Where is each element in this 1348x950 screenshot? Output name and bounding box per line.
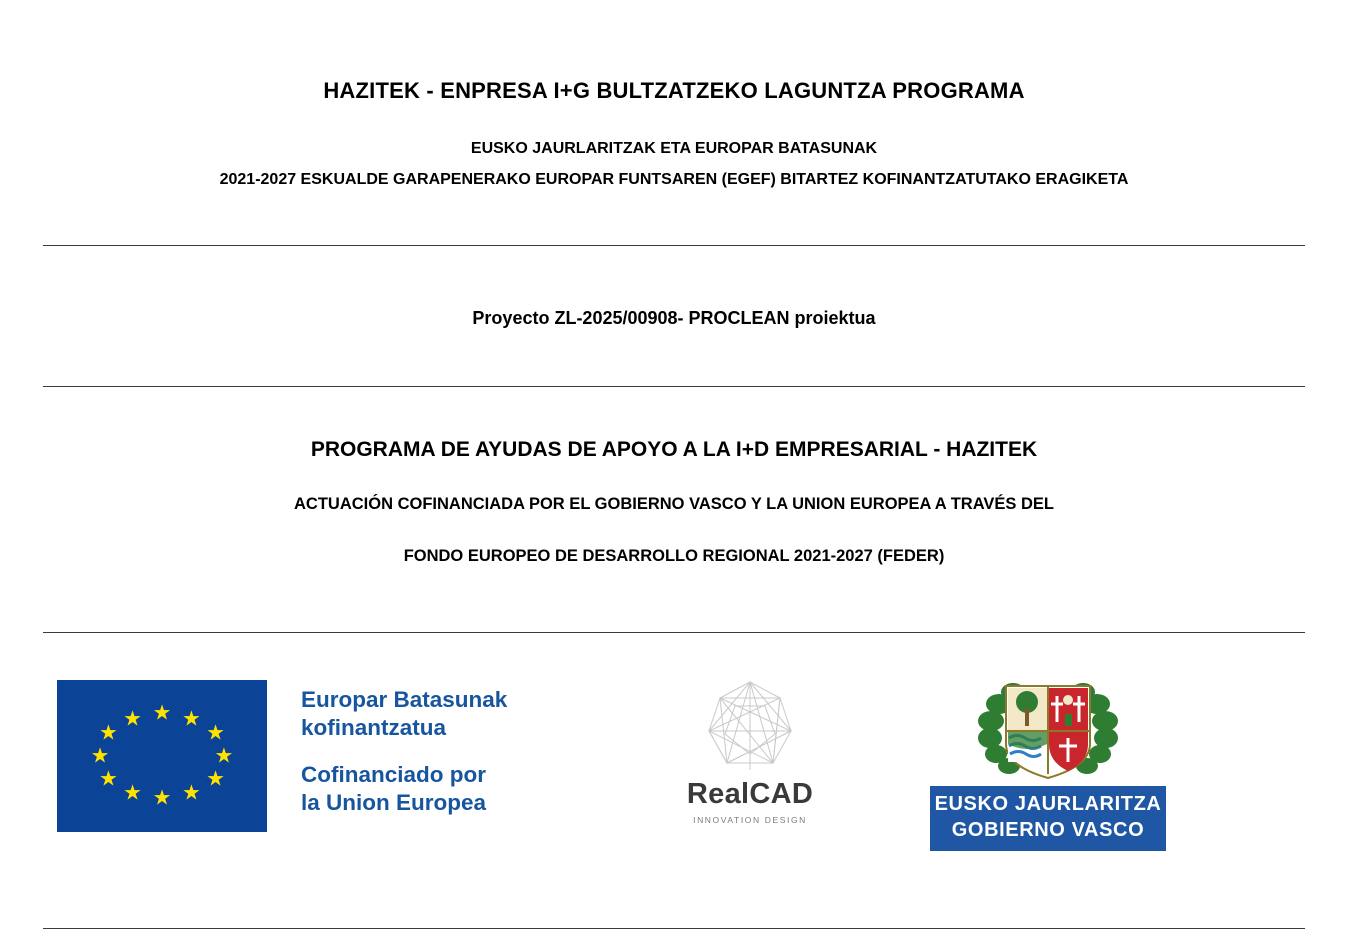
divider-2	[43, 386, 1305, 387]
eu-star-icon: ★	[206, 721, 225, 745]
eu-star-icon: ★	[181, 707, 201, 731]
basque-header-block	[0, 0, 1348, 191]
basque-government-coat-of-arms-icon	[928, 676, 1168, 786]
project-reference: Proyecto ZL-2025/00908- PROCLEAN proiektua	[472, 307, 876, 328]
realcad-tagline: INNOVATION DESIGN	[693, 814, 807, 825]
eu-star-icon: ★	[206, 767, 225, 791]
eu-star-icon: ★	[90, 744, 110, 768]
eu-text-eu-line2: kofinantzatua	[301, 715, 447, 741]
basque-title: HAZITEK - ENPRESA I+G BULTZATZEKO LAGUNTZA PROGRAMA	[323, 78, 1025, 103]
basque-government-nameplate	[930, 786, 1166, 851]
basque-government-logo	[928, 676, 1168, 851]
divider-3	[43, 632, 1305, 633]
gv-name-basque: EUSKO JAURLARITZA	[934, 792, 1162, 815]
divider-1	[43, 245, 1305, 246]
eu-text-es-line2: la Union Europea	[301, 790, 487, 816]
realcad-wordmark: RealCAD	[686, 777, 814, 810]
eu-star-icon: ★	[181, 781, 201, 805]
logo-strip	[0, 676, 1348, 866]
eu-text-eu-line1: Europar Batasunak	[301, 686, 508, 712]
eu-star-icon: ★	[152, 701, 172, 725]
gv-name-spanish: GOBIERNO VASCO	[951, 818, 1145, 841]
spanish-subtitle-line1: ACTUACIÓN COFINANCIADA POR EL GOBIERNO VASCO Y LA UNION EUROPEA A TRAVÉS DEL	[294, 494, 1054, 513]
basque-subtitle-line1: EUSKO JAURLARITZAK ETA EUROPAR BATASUNAK	[470, 140, 878, 158]
basque-subtitle-line2: 2021-2027 ESKUALDE GARAPENERAKO EUROPAR FUNTSAREN (EGEF) BITARTEZ KOFINANTZATUTAKO ERAGIKETA	[219, 170, 1129, 188]
eu-cofunding-text	[301, 686, 507, 818]
spanish-title: PROGRAMA DE AYUDAS DE APOYO A LA I+D EMPRESARIAL - HAZITEK	[310, 437, 1038, 461]
divider-4	[43, 928, 1305, 929]
eu-star-icon: ★	[99, 721, 118, 745]
realcad-polyhedron-icon	[640, 676, 860, 776]
eu-star-icon: ★	[214, 744, 234, 768]
spanish-header-block	[0, 437, 1348, 566]
eu-cofunding-logo	[57, 680, 507, 832]
eu-text-es-line1: Cofinanciado por	[301, 761, 486, 787]
european-union-flag-icon	[57, 680, 267, 832]
eu-star-icon: ★	[99, 767, 118, 791]
spanish-subtitle-line2: FONDO EUROPEO DE DESARROLLO REGIONAL 2021-2027 (FEDER)	[403, 546, 945, 565]
eu-star-icon: ★	[123, 781, 143, 805]
eu-star-icon: ★	[152, 786, 172, 810]
eu-star-icon: ★	[123, 707, 143, 731]
realcad-logo	[640, 676, 860, 825]
